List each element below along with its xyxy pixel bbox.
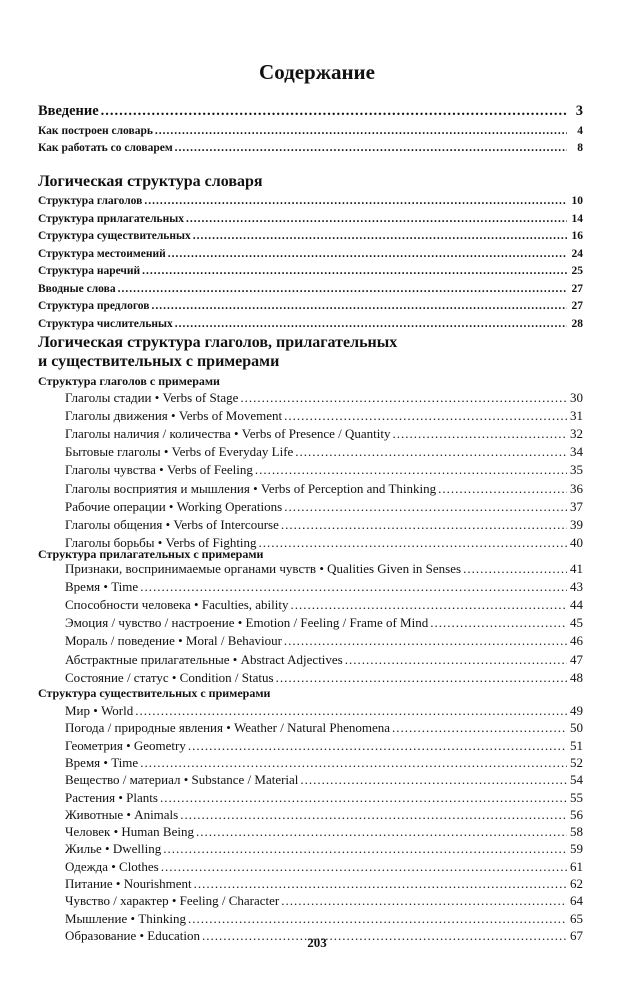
toc-entry: Глаголы борьбы • Verbs of Fighting ..... 40 <box>65 535 583 553</box>
toc-entry: Человек • Human Being ..... 58 <box>65 824 583 842</box>
page-number: 203 <box>307 935 327 950</box>
section-heading: Логическая структура глаголов, прилагательных <box>38 334 398 351</box>
toc-entry: Образование • Education ..... 67 <box>65 928 583 946</box>
toc-entry: Мышление • Thinking ..... 65 <box>65 911 583 929</box>
toc-entry: Время • Time ..... 43 <box>65 579 583 597</box>
toc-entry: Рабочие операции • Working Operations ..... 37 <box>65 499 583 517</box>
toc-entry: Эмоция / чувство / настроение • Emotion / Feeling / Frame of Mind ..... 45 <box>65 615 583 633</box>
toc-entry: Структура прилагательных ..... 14 <box>38 213 583 231</box>
toc-entry: Введение ..... 3 <box>38 103 583 121</box>
toc-entry: Глаголы стадии • Verbs of Stage ..... 30 <box>65 390 583 408</box>
toc-entry: Как построен словарь ..... 4 <box>38 125 583 143</box>
toc-entry: Вещество / материал • Substance / Material ..... 54 <box>65 772 583 790</box>
toc-entry: Как работать со словарем ..... 8 <box>38 142 583 160</box>
toc-entry: Глаголы чувства • Verbs of Feeling ..... 35 <box>65 462 583 480</box>
toc-entry: Мораль / поведение • Moral / Behaviour ..... 46 <box>65 633 583 651</box>
toc-entry: Геометрия • Geometry ..... 51 <box>65 738 583 756</box>
toc-entry: Время • Time ..... 52 <box>65 755 583 773</box>
toc-entry: Питание • Nourishment ..... 62 <box>65 876 583 894</box>
toc-entry: Глаголы восприятия и мышления • Verbs of Perception and Thinking ..... 36 <box>65 481 583 499</box>
toc-entry: Глаголы движения • Verbs of Movement ..... 31 <box>65 408 583 426</box>
toc-entry: Одежда • Clothes ..... 61 <box>65 859 583 877</box>
page-title: Содержание <box>259 60 375 84</box>
toc-entry: Структура глаголов ..... 10 <box>38 195 583 213</box>
toc-entry: Бытовые глаголы • Verbs of Everyday Life ..... 34 <box>65 444 583 462</box>
toc-entry: Вводные слова ..... 27 <box>38 283 583 301</box>
section-heading-line2: и существительных с примерами <box>38 353 280 370</box>
toc-entry: Состояние / статус • Condition / Status ..... 48 <box>65 670 583 688</box>
toc-entry: Глаголы общения • Verbs of Intercourse ..... 39 <box>65 517 583 535</box>
toc-entry: Структура существительных ..... 16 <box>38 230 583 248</box>
toc-entry: Чувство / характер • Feeling / Character ..... 64 <box>65 893 583 911</box>
subsection-heading: Структура существительных с примерами <box>38 686 271 700</box>
subsection-heading: Структура прилагательных с примерами <box>38 547 264 561</box>
toc-entry: Структура предлогов ..... 27 <box>38 300 583 318</box>
subsection-heading: Структура глаголов с примерами <box>38 374 220 388</box>
toc-entry: Признаки, воспринимаемые органами чувств • Qualities Given in Senses ..... 41 <box>65 561 583 579</box>
toc-entry: Растения • Plants ..... 55 <box>65 790 583 808</box>
toc-entry: Способности человека • Faculties, ability ..... 44 <box>65 597 583 615</box>
toc-entry: Мир • World ..... 49 <box>65 703 583 721</box>
section-heading: Логическая структура словаря <box>38 173 263 190</box>
toc-entry: Структура местоимений ..... 24 <box>38 248 583 266</box>
toc-entry: Погода / природные явления • Weather / Natural Phenomena ..... 50 <box>65 720 583 738</box>
toc-entry: Жилье • Dwelling ..... 59 <box>65 841 583 859</box>
toc-entry: Животные • Animals ..... 56 <box>65 807 583 825</box>
toc-entry: Структура наречий ..... 25 <box>38 265 583 283</box>
toc-entry: Глаголы наличия / количества • Verbs of Presence / Quantity ..... 32 <box>65 426 583 444</box>
toc-entry: Структура числительных ..... 28 <box>38 318 583 336</box>
toc-entry: Абстрактные прилагательные • Abstract Adjectives ..... 47 <box>65 652 583 670</box>
